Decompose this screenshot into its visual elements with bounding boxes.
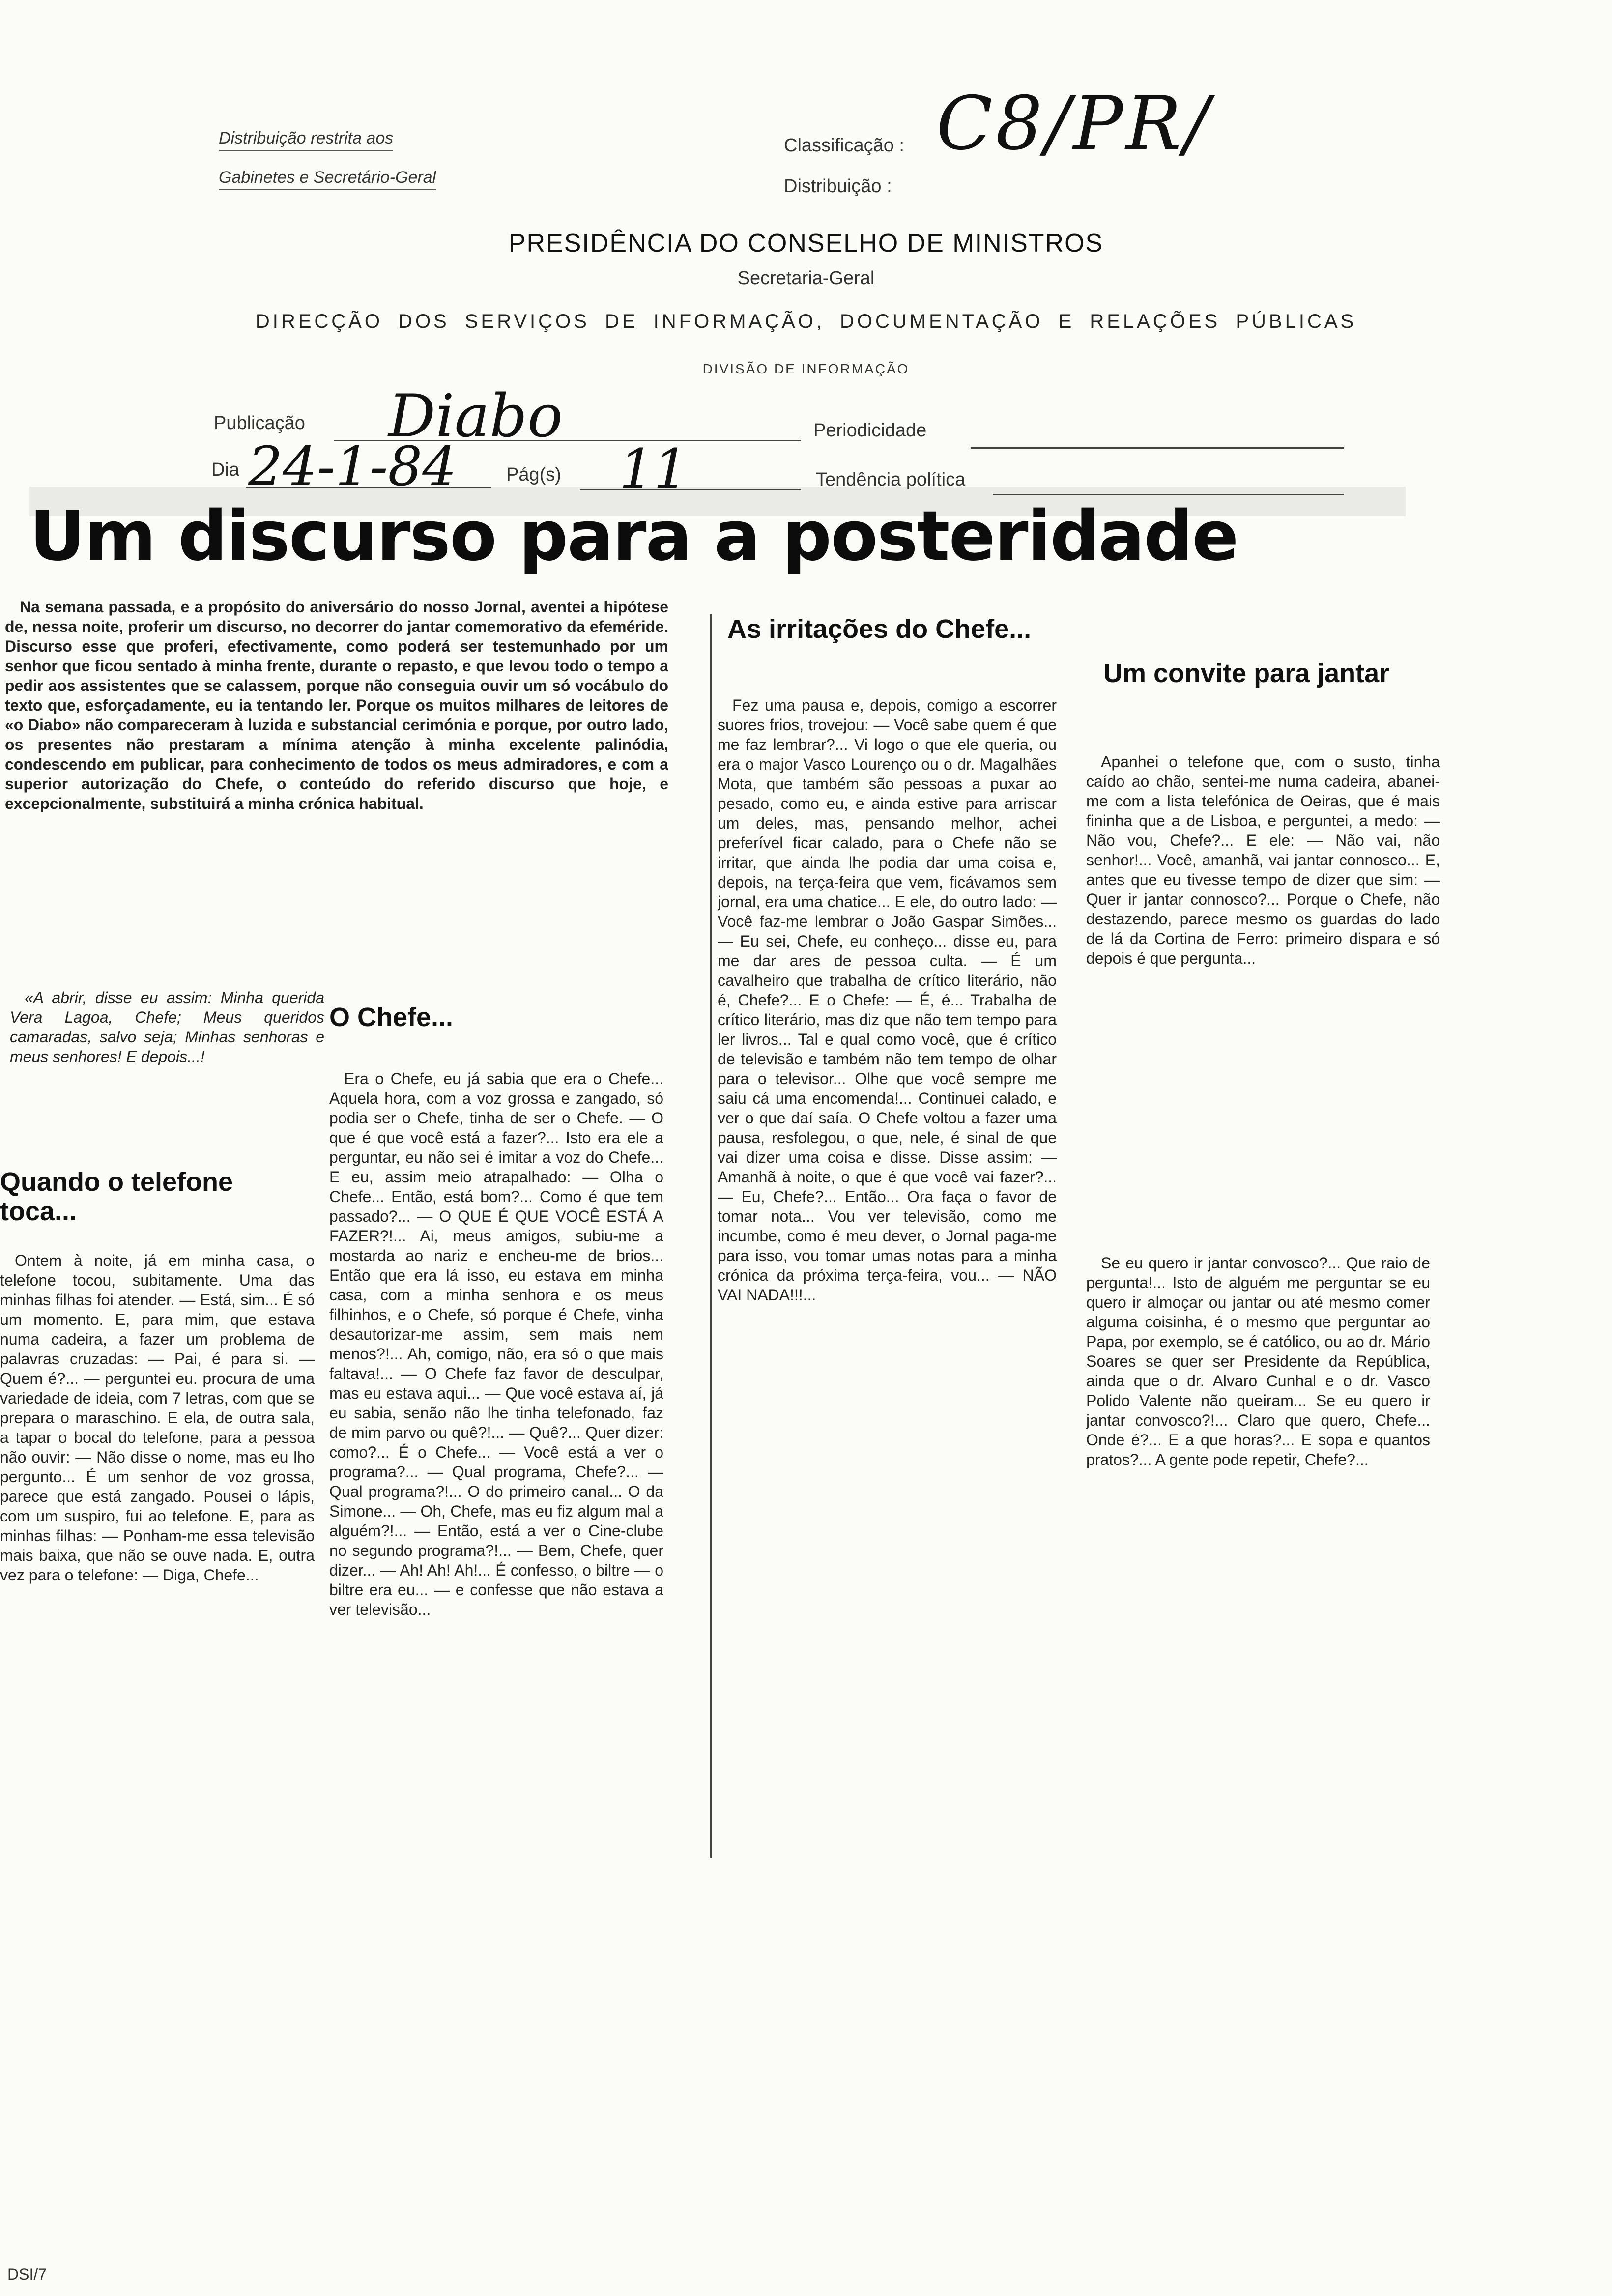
secretariat: Secretaria-Geral: [737, 268, 875, 288]
date-value: 24-1-84: [248, 435, 457, 498]
division: DIVISÃO DE INFORMAÇÃO: [702, 361, 910, 376]
article-intro: Na semana passada, e a propósito do aniversário do nosso Jornal, aventei a hipótese de, nessa noite, proferir um discurso, no decorrer do jantar comemorativo da efeméride. Discurso esse que proferi, efectivamente, como poderá ser testemunhado por um senhor que ficou sentado à minha frente, durante o repasto, e que levou todo o tempo a pedir aos assistentes que se calassem, porque não conseguia ouvir um só vocábulo do texto que, esforçadamente, eu ia tentando ler. Porque os muitos milhares de leitores de «o Diabo» não compareceram à luzida e substancial cerimónia e porque, por outro lado, os presentes não prestaram a mínima atenção à minha excelente palinódia, condescendo em publicar, para conhecimento de todos os meus admiradores, e com a superior autorização do Chefe, o conteúdo do referido discurso que hoje, e excepcionalmente, substituirá a minha crónica habitual.: [5, 598, 668, 812]
periodicity-label: Periodicidade: [813, 420, 927, 441]
page-value: 11: [619, 437, 688, 500]
page-label: Pág(s): [506, 464, 561, 485]
chefe-heading: O Chefe...: [329, 1003, 454, 1032]
date-label: Dia: [211, 459, 240, 480]
publication-value: Diabo: [388, 382, 563, 451]
classification-label: Classificação :: [784, 135, 904, 156]
article-title: Um discurso para a posteridade: [29, 496, 1238, 576]
irritacoes-body: Fez uma pausa e, depois, comigo a escorrer suores frios, trovejou: — Você sabe quem é que me faz lembrar?... Vi logo o que ele queria, ou era o major Vasco Lourenço ou o dr. Magalhães Mota, que também são pessoas a puxar ao pesado, como eu, e ainda estive para arriscar um deles, mas, pensando melhor, achei preferível ficar calado, para o Chefe não se irritar, que ainda lhe podia dar uma coisa e, depois, na terça-feira que vem, ficávamos sem jornal, era uma chatice... E ele, do outro lado: — Você faz-me lembrar o João Gaspar Simões... — Eu sei, Chefe, eu conheço... disse eu, para me dar ares de pessoa culta. — É um cavalheiro que trabalha de crítico literário, não é, Chefe?... E o Chefe: — É, é... Trabalha de crítico literário, mas diz que não tem tempo para ler livros... Tal e qual como você, que é crítico de televisão e também não tem tempo de olhar para o televisor... Olhe que você sempre me saiu cá uma encomenda!... Continuei calado, e ver o que daí saía. O Chefe voltou a fazer uma pausa, resfolegou, o que, nele, é sinal de que vai dizer uma coisa e disse. Disse assim: — Amanhã à noite, o que é que você vai fazer?... — Eu, Chefe?... Então... Ora faça o favor de tomar nota... Vou ver televisão, como me incumbe, como é meu dever, o Jornal paga-me para isso, vou tomar umas notas para a minha crónica da próxima terça-feira, vou... — NÃO VAI NADA!!!...: [718, 696, 1057, 1304]
restricted-line-1: Distribuição restrita aos: [219, 129, 393, 151]
convite-body-2: Se eu quero ir jantar convosco?... Que raio de pergunta!... Isto de alguém me perguntar se eu quero ir almoçar ou jantar ou até mesmo comer alguma coisinha, é o mesmo que perguntar ao Papa, por exemplo, se é católico, ou ao dr. Mário Soares se quer ser Presidente da República, ainda que o dr. Alvaro Cunhal e o dr. Vasco Polido Valente não queiram... Se eu quero ir jantar convosco?!... Claro que quero, Chefe... Onde é?... E a que horas?... E sopa e quantos pratos?... A gente pode repetir, Chefe?...: [1086, 1254, 1430, 1468]
tendency-label: Tendência política: [816, 469, 966, 490]
classification-value: C8/PR/: [936, 81, 1212, 167]
chefe-body: Era o Chefe, eu já sabia que era o Chefe... Aquela hora, com a voz grossa e zangado, só podia ser o Chefe, tinha de ser o Chefe. — O que é que você está a fazer?... Isto era ele a perguntar, eu não sei é imitar a voz do Chefe... E eu, assim meio atrapalhado: — Olha o Chefe... Então, está bom?... Como é que tem passado?... — O QUE É QUE VOCÊ ESTÁ A FAZER?!... Ai, meus amigos, subiu-me a mostarda ao nariz e encheu-me de brios... Então que era lá isso, eu estava em minha casa, com a minha senhora e os meus filhinhos, e o Chefe, só porque é Chefe, vinha desautorizar-me assim, sem mais nem menos?!... Ah, comigo, não, era só o que mais faltava!... — O Chefe faz favor de desculpar, mas eu estava aqui... — Que você estava aí, já eu sabia, senão não lhe tinha telefonado, faz de mim parvo ou quê?!... — Quê?... Quer dizer: como?... É o Chefe... — Você está a ver o programa?... — Qual programa, Chefe?... — Qual programa?!... O do primeiro canal... O da Simone... — Oh, Chefe, mas eu fiz algum mal a alguém?!... — Então, está a ver o Cine-clube no segundo programa?!... — Bem, Chefe, quer dizer... — Ah! Ah! Ah!... É confesso, o biltre — o biltre era eu... — e confesse que não estava a ver televisão...: [329, 1070, 663, 1618]
publication-label: Publicação: [214, 413, 305, 433]
telefone-heading: Quando o telefone toca...: [0, 1167, 233, 1226]
restricted-line-2: Gabinetes e Secretário-Geral: [219, 168, 436, 190]
footer-code: DSI/7: [7, 2266, 47, 2283]
convite-body: Apanhei o telefone que, com o susto, tinha caído ao chão, sentei-me numa cadeira, abanei-me com a lista telefónica de Oeiras, que é mais fininha que a de Lisboa, e perguntei, a medo: — Não vou, Chefe?... E ele: — Não vai, não senhor!... Você, amanhã, vai jantar connosco... E, antes que eu tivesse tempo de dizer que sim: — Quer ir jantar connosco?... Porque o Chefe, não destazendo, parece mesmo os guardas do lado de lá da Cortina de Ferro: primeiro dispara e só depois é que pergunta...: [1086, 753, 1440, 967]
telefone-body: Ontem à noite, já em minha casa, o telefone tocou, subitamente. Uma das minhas filhas foi atender. — Está, sim... É só um momento. E, para mim, que estava numa cadeira, a fazer um problema de palavras cruzadas: — Pai, é para si. — Quem é?... — perguntei eu. procura de uma variedade de ideia, com 7 letras, com que se prepara o maraschino. E ela, de outra sala, a tapar o bocal do telefone, para a pessoa não ouvir: — Não disse o nome, mas eu lho pergunto... É um senhor de voz grossa, parece que está zangado. Pousei o lápis, com um suspiro, fui ao telefone. E, para as minhas filhas: — Ponham-me essa televisão mais baixa, que não se ouve nada. E, outra vez para o telefone: — Diga, Chefe...: [0, 1252, 315, 1584]
irritacoes-heading: As irritações do Chefe...: [727, 614, 1032, 644]
distribution-label: Distribuição :: [784, 176, 892, 197]
convite-heading: Um convite para jantar: [1103, 659, 1390, 688]
direction: DIRECÇÃO DOS SERVIÇOS DE INFORMAÇÃO, DOCUMENTAÇÃO E RELAÇÕES PÚBLICAS: [255, 311, 1357, 332]
article-opening: «A abrir, disse eu assim: Minha querida Vera Lagoa, Chefe; Meus queridos camaradas, salvo seja; Minhas senhoras e meus senhores! E depois...!: [10, 989, 324, 1065]
org-name: PRESIDÊNCIA DO CONSELHO DE MINISTROS: [508, 229, 1104, 258]
